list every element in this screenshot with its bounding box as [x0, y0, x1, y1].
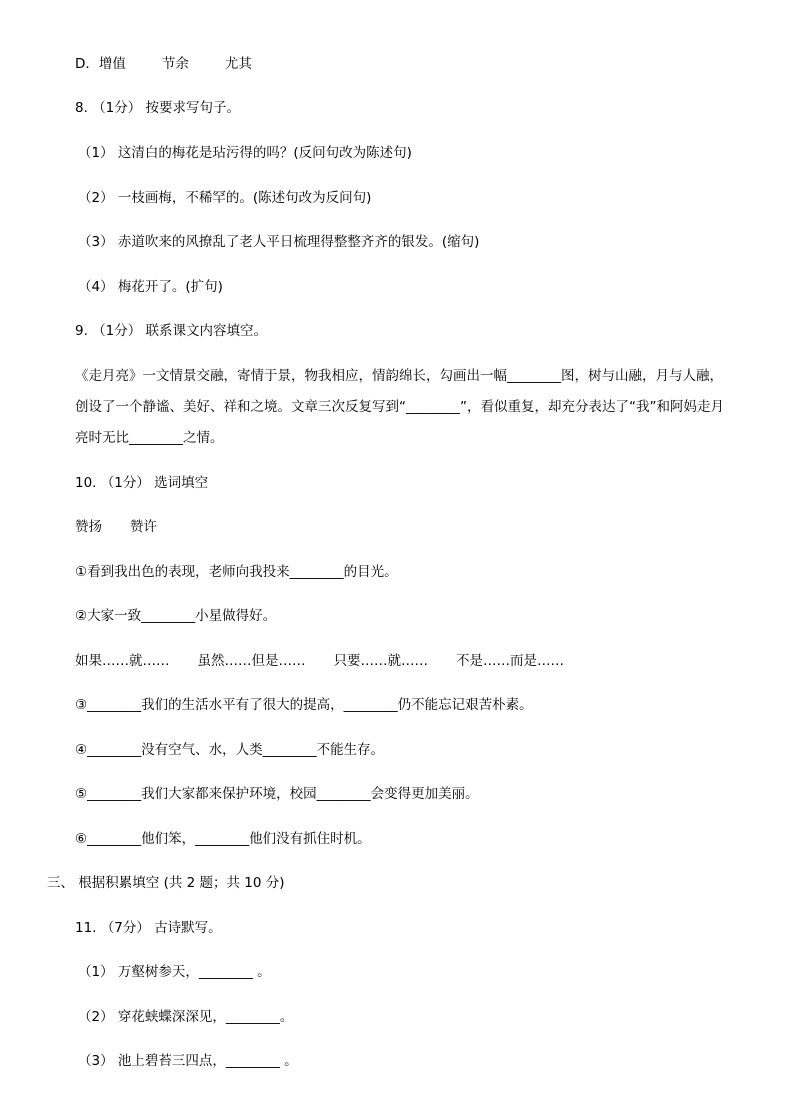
question-11-item-2: （2） 穿花蛱蝶深深见，________。 — [78, 1009, 294, 1025]
question-11-item-3: （3） 池上碧苔三四点，________ 。 — [78, 1053, 298, 1069]
question-9-paragraph-line-2: 创设了一个静谧、美好、祥和之境。文章三次反复写到“________”，看似重复，却充分表达了“我”和阿妈走月 — [75, 399, 724, 415]
question-9-title: 9. （1分） 联系课文内容填空。 — [75, 323, 268, 339]
option-d-word-2: 节余 — [161, 56, 189, 72]
question-10-sentence-5: ⑤________我们大家都来保护环境，校园________会变得更加美丽。 — [75, 786, 479, 802]
question-10-sentence-1: ①看到我出色的表现，老师向我投来________的目光。 — [75, 564, 398, 580]
question-10-sentence-2: ②大家一致________小星做得好。 — [75, 608, 277, 624]
word-bank-2-item: 如果……就…… — [75, 653, 170, 669]
word-bank-2-item: 虽然……但是…… — [197, 653, 306, 669]
question-8-item-2: （2） 一枝画梅，不稀罕的。(陈述句改为反问句) — [78, 190, 372, 206]
question-8-item-1: （1） 这清白的梅花是玷污得的吗？(反问句改为陈述句) — [78, 145, 412, 161]
word-bank-1 — [75, 517, 157, 537]
question-10-sentence-6: ⑥________他们笨，________他们没有抓住时机。 — [75, 831, 371, 847]
question-11-item-1: （1） 万壑树参天，________ 。 — [78, 964, 271, 980]
word-bank-2-item: 只要……就…… — [333, 653, 428, 669]
option-d — [75, 54, 252, 74]
word-bank-1-item: 赞扬 — [75, 519, 102, 535]
question-10-title: 10. （1分） 选词填空 — [75, 475, 209, 491]
question-9-paragraph-line-3: 亮时无比________之情。 — [75, 430, 224, 446]
option-d-word-3: 尤其 — [224, 56, 252, 72]
question-10-sentence-4: ④________没有空气、水，人类________不能生存。 — [75, 742, 385, 758]
word-bank-2 — [75, 651, 564, 671]
question-11-title: 11. （7分） 古诗默写。 — [75, 920, 222, 936]
word-bank-2-item: 不是……而是…… — [456, 653, 564, 669]
question-10-sentence-3: ③________我们的生活水平有了很大的提高，________仍不能忘记艰苦朴素。 — [75, 697, 533, 713]
word-bank-1-item: 赞许 — [130, 519, 157, 535]
question-9-paragraph-line-1: 《走月亮》一文情景交融，寄情于景，物我相应，情韵绵长，勾画出一幅________图，树与山融，月与人融， — [75, 368, 723, 384]
option-d-label: D．增值 — [75, 56, 126, 72]
question-8-title: 8. （1分） 按要求写句子。 — [75, 100, 241, 116]
question-8-item-4: （4） 梅花开了。(扩句) — [78, 279, 223, 295]
section-3-heading: 三、 根据积累填空 (共 2 题；共 10 分) — [47, 875, 285, 891]
question-8-item-3: （3） 赤道吹来的风撩乱了老人平日梳理得整整齐齐的银发。(缩句) — [78, 234, 480, 250]
